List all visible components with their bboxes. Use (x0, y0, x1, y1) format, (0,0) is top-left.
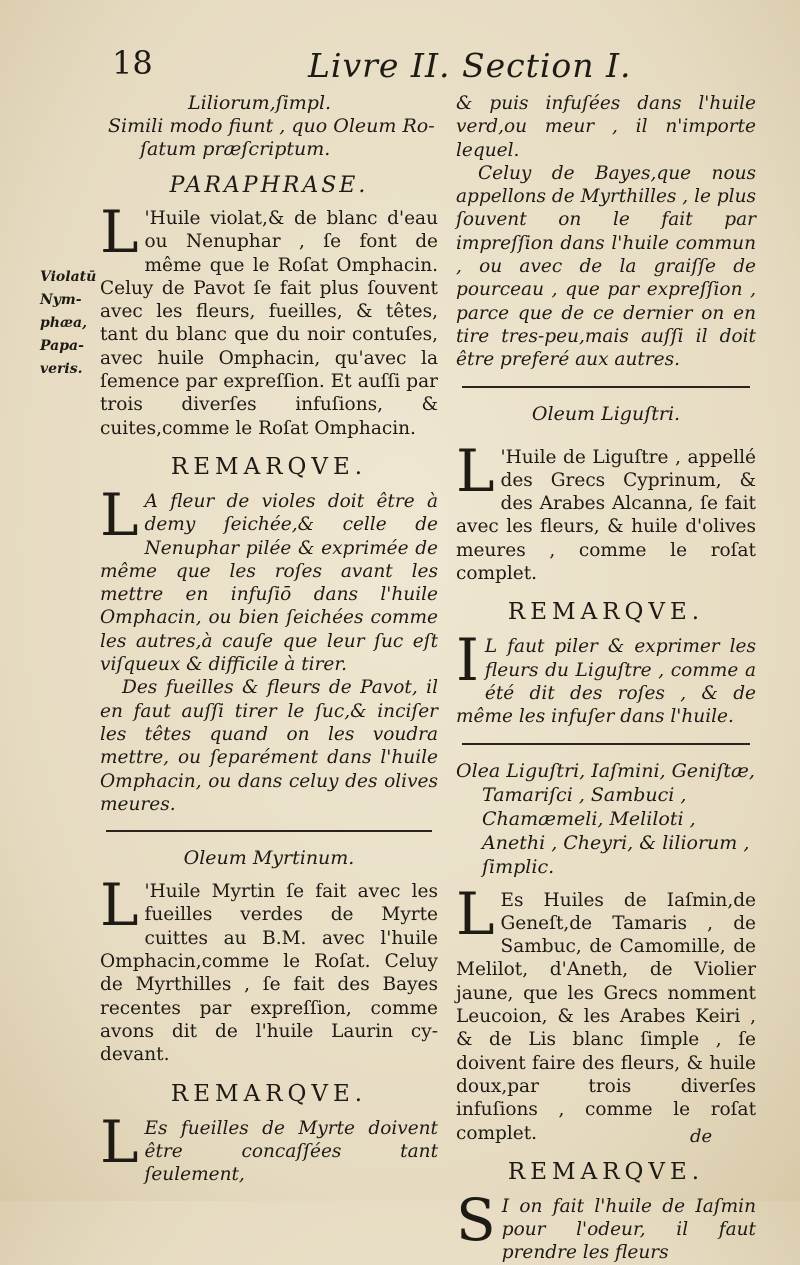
myrtinum-paragraph (100, 871, 438, 1066)
margin-note-line: Violatū (40, 269, 97, 285)
olea-text: Es Huiles de Iaſmin,de Geneſt,de Tamaris , de Sambuc, de Camomille, de Melilot, d'Aneth, de Violier jaune, que les Grecs nomment Leucoion, & les Arabes Keiri , & de Lis blanc ſimple , ſe doivent faire des fleurs, & huile doux,par trois diverſes infuſions , comme le roſat complet. (456, 889, 756, 1144)
margin-note-line: veris. (40, 361, 83, 377)
margin-note (40, 266, 100, 381)
drop-cap: I (456, 626, 479, 695)
margin-note-line: Papa- (40, 338, 84, 354)
remarque-text: L faut piler & exprimer les fleurs du Liguſtre , comme a été dit des roſes , & de même les infuſer dans l'huile. (456, 636, 756, 728)
intro-line: ſatum præſcriptum. (140, 138, 331, 160)
remarque-paragraph (456, 1185, 756, 1265)
drop-cap: L (100, 1107, 139, 1176)
myrtinum-text: 'Huile Myrtin ſe fait avec les fueilles verdes de Myrte cuittes au B.M. avec l'huile Omphacin,comme le Roſat. Celuy de Myrthilles , ſe fait des Bayes recentes par expreſſion, comme avons dit de l'huile Laurin cy-devant. (100, 881, 438, 1066)
paraphrase-paragraph (100, 198, 438, 440)
paraphrase-text: 'Huile violat,& de blanc d'eau ou Nenuphar , ſe font de même que le Roſat Omphacin. Celuy de Pavot ſe fait plus ſouvent avec les fleurs, fueilles, & têtes, tant du blanc que du noir contuſes, avec huile Omphacin, qu'avec la ſemence par expreſſion. Et auſſi par trois diverſes infuſions, & cuites,comme le Roſat Omphacin. (100, 208, 438, 439)
left-column (100, 92, 438, 1186)
bayes-paragraph: Celuy de Bayes,que nous appellons de Myrthilles , le plus ſouvent on le fait par impreſſion dans l'huile commun , ou avec de la graiſſe de pourceau , que par expreſſion , parce que de ce dernier on en tire tres-peu,mais auſſi il doit être preferé aux autres. (456, 162, 756, 371)
drop-cap: L (456, 879, 495, 948)
remarque-heading: REMARQVE. (170, 453, 368, 480)
remarque-text: I on fait l'huile de Iaſmin pour l'odeur, il faut prendre les fleurs (501, 1195, 756, 1264)
remarque-text: Es fueilles de Myrte doivent être concaſſées tant ſeulement, (144, 1117, 438, 1186)
catchword: de (690, 1126, 713, 1147)
remarque-text: A fleur de violes doit être à demy ſeichée,& celle de Nenuphar pilée & exprimée de même que les roſes avant les mettre en infuſiō dans l'huile Omphacin, ou bien ſeichées comme les autres,à cauſe que leur ſuc eſt viſqueux & difficile à tirer. (100, 490, 438, 676)
running-head: Livre II. Section I. (308, 46, 632, 85)
margin-note-line: Nym- (40, 292, 82, 308)
section-rule (462, 386, 750, 388)
ligustri-paragraph (456, 436, 756, 586)
ligustri-text: 'Huile de Liguſtre , appellé des Grecs Cyprinum, & des Arabes Alcanna, ſe fait avec les fleurs, & huile d'olives meures , comme le roſat complet. (456, 446, 756, 585)
remarque-paragraph (100, 1107, 438, 1187)
page-header (0, 44, 800, 88)
section-heading: Oleum Myrtinum. (183, 847, 355, 870)
paraphrase-heading: PARAPHRASE. (169, 173, 369, 198)
remarque-heading: REMARQVE. (507, 1158, 705, 1185)
right-column (456, 92, 756, 1265)
section-heading: Olea Liguſtri, Iaſmini, Geniſtæ, Tamariſci , Sambuci , Chamæmeli, Meliloti , Anethi , Cheyri, & liliorum , ſimplic. (456, 759, 755, 878)
continued-paragraph: & puis infuſées dans l'huile verd,ou meur , il n'importe lequel. (456, 93, 756, 161)
section-rule (106, 830, 432, 832)
section-rule (462, 743, 750, 745)
margin-note-line: phæa, (40, 315, 87, 331)
remarque-paragraph: Des fueilles & fleurs de Pavot, il en faut auſſi tirer le ſuc,& inciſer les têtes quand on les voudra mettre, ou ſeparément dans l'huile Omphacin, ou dans celuy des olives meures. (100, 677, 438, 815)
remarque-heading: REMARQVE. (507, 599, 705, 626)
drop-cap: L (456, 436, 495, 505)
section-heading: Oleum Liguſtri. (531, 402, 681, 425)
intro-line: Simili modo fiunt , quo Oleum Ro- (108, 115, 435, 137)
remarque-heading: REMARQVE. (170, 1080, 368, 1107)
olea-paragraph (456, 879, 756, 1145)
drop-cap: L (100, 480, 139, 549)
intro-line: Liliorum,ſimpl. (188, 92, 332, 114)
remarque-paragraph (456, 626, 756, 728)
remarque-paragraph (100, 480, 438, 676)
drop-cap: L (100, 871, 139, 940)
page-number: 18 (112, 44, 153, 82)
drop-cap: S (456, 1185, 496, 1254)
drop-cap: L (100, 198, 139, 266)
